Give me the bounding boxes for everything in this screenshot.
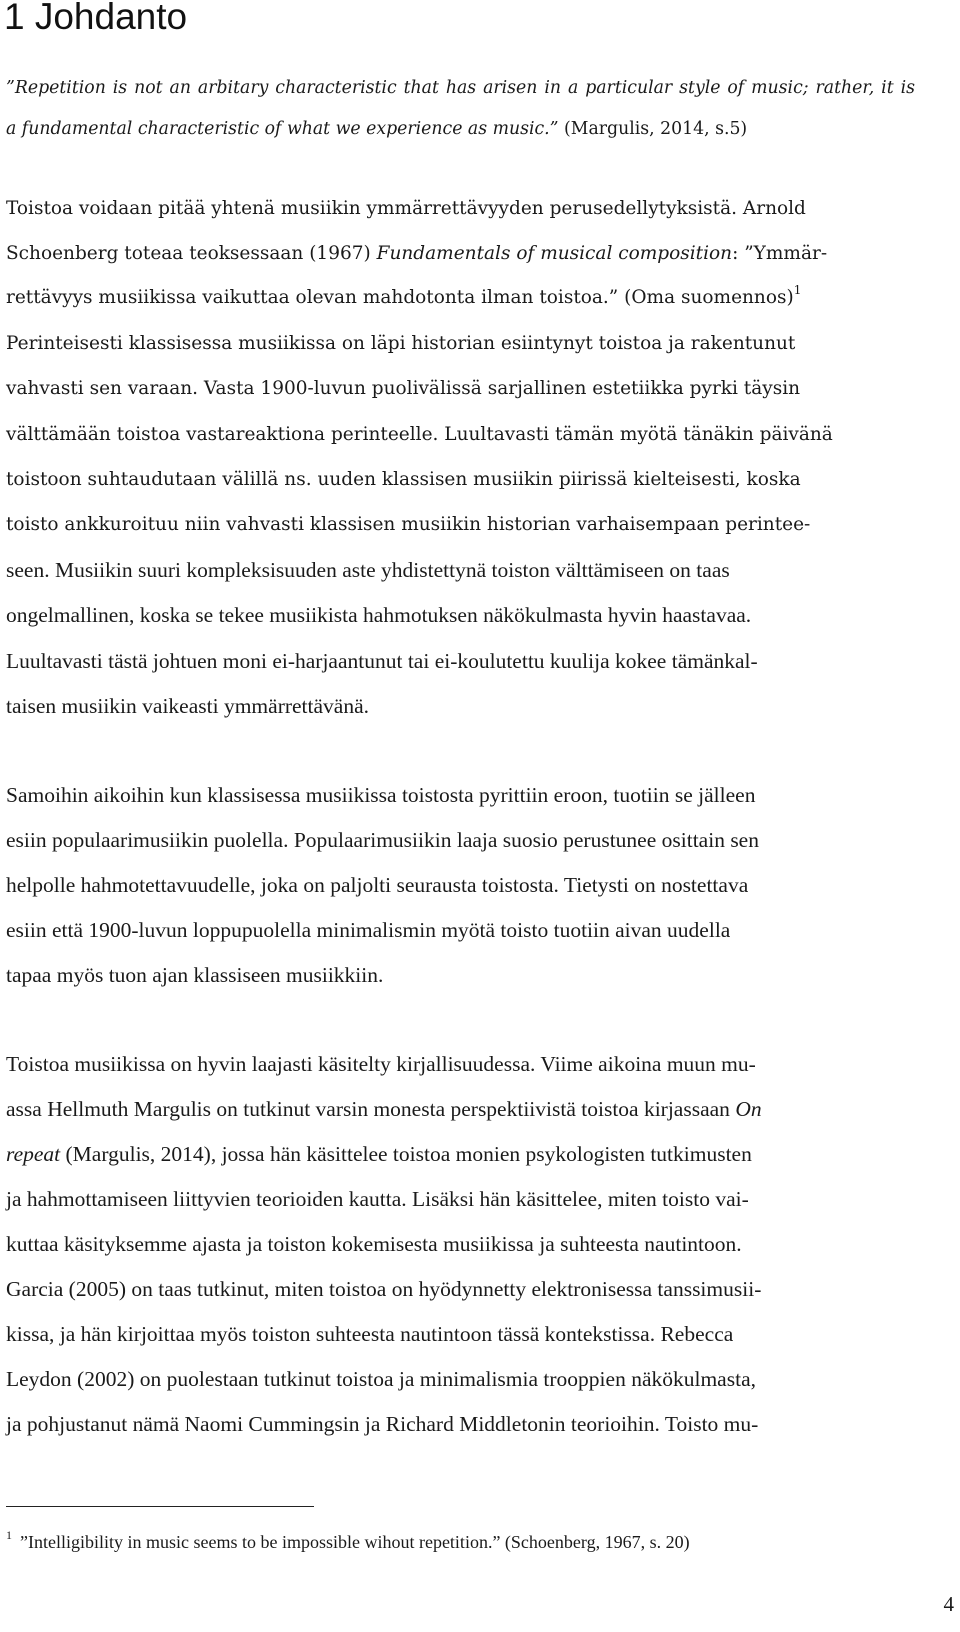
footnote-text: ”Intelligibility in music seems to be impossible wihout repetition.” (Schoenberg, 1967, s. 20) (20, 1532, 690, 1552)
p3-line-5: kuttaa käsityksemme ajasta ja toiston kokemisesta musiikissa ja suhteesta nautintoon. (6, 1232, 742, 1256)
p1-line-2-text: Schoenberg toteaa teoksessaan (1967) (6, 243, 377, 264)
p3-line-2-text: assa Hellmuth Margulis on tutkinut varsin monesta perspektiivistä toistoa kirjassaan (6, 1097, 736, 1121)
book-title-repeat: repeat (6, 1142, 61, 1166)
p1-line-10: ongelmallinen, koska se tekee musiikista hahmotuksen näkökulmasta hyvin haastavaa. (6, 603, 752, 627)
p3-line-4: ja hahmottamiseen liittyvien teorioiden kautta. Lisäksi hän käsittelee, miten toisto vai- (6, 1187, 749, 1211)
p1-line-2 (6, 240, 827, 268)
footnote (6, 1530, 690, 1554)
p1-line-12: taisen musiikin vaikeasti ymmärrettävänä. (6, 694, 370, 718)
book-title-fundamentals: Fundamentals of musical composition (376, 243, 733, 264)
footnote-separator (6, 1506, 314, 1507)
p3-line-8: Leydon (2002) on puolestaan tutkinut toistoa ja minimalismia trooppien näkökulmasta, (6, 1367, 756, 1391)
footnote-number: 1 (6, 1528, 12, 1542)
p2-line-5: tapaa myös tuon ajan klassiseen musiikkiin. (6, 963, 384, 987)
footnote-reference[interactable]: 1 (793, 283, 802, 297)
p1-line-11: Luultavasti tästä johtuen moni ei-harjaantunut tai ei-koulutettu kuulija kokee tämänkal- (6, 649, 758, 673)
book-title-on: On (735, 1097, 762, 1121)
p1-line-2-quote-start: : ”Ymmär- (732, 243, 828, 264)
p3-line-3-text: (Margulis, 2014), jossa hän käsittelee toistoa monien psykologisten tutkimusten (60, 1142, 752, 1166)
p3-line-6: Garcia (2005) on taas tutkinut, miten toistoa on hyödynnetty elektronisessa tanssimusii- (6, 1277, 762, 1301)
quote-citation: (Margulis, 2014, s.5) (558, 119, 748, 139)
p3-line-7: kissa, ja hän kirjoittaa myös toiston suhteesta nautintoon tässä kontekstissa. Rebecca (6, 1322, 734, 1346)
chapter-heading: 1 Johdanto (4, 0, 188, 37)
page-number: 4 (943, 1592, 954, 1616)
quote-line-2 (6, 114, 747, 143)
quote-text: a fundamental characteristic of what we experience as music.” (6, 119, 559, 139)
p1-line-3-text: rettävyys musiikissa vaikuttaa olevan mahdotonta ilman toistoa.” (6, 287, 619, 308)
p1-line-3 (6, 284, 801, 312)
p1-line-7: toistoon suhtaudutaan välillä ns. uuden klassisen musiikin piirissä kielteisesti, koska (6, 469, 801, 490)
p1-line-1: Toistoa voidaan pitää yhtenä musiikin ymmärrettävyyden perusedellytyksistä. Arnold (6, 198, 806, 219)
p3-line-2 (6, 1095, 762, 1123)
p2-line-4: esiin että 1900-luvun loppupuolella minimalismin myötä toisto tuotiin aivan uudella (6, 918, 731, 942)
p1-line-6: välttämään toistoa vastareaktiona perinteelle. Luultavasti tämän myötä tänäkin päivänä (6, 424, 833, 445)
quote-line-1: ”Repetition is not an arbitary characteristic that has arisen in a particular style of music; rather, it is (6, 78, 915, 98)
p1-line-9: seen. Musiikin suuri kompleksisuuden aste yhdistettynä toiston välttämiseen on taas (6, 558, 730, 582)
p3-line-9: ja pohjustanut nämä Naomi Cummingsin ja Richard Middletonin teorioihin. Toisto mu- (6, 1412, 759, 1436)
p1-line-8: toisto ankkuroituu niin vahvasti klassisen musiikin historian varhaisempaan perintee- (6, 514, 811, 535)
p3-line-1: Toistoa musiikissa on hyvin laajasti käsitelty kirjallisuudessa. Viime aikoina muun mu- (6, 1052, 756, 1076)
p1-line-5: vahvasti sen varaan. Vasta 1900-luvun puolivälissä sarjallinen estetiikka pyrki täysin (6, 378, 801, 399)
p2-line-1: Samoihin aikoihin kun klassisessa musiikissa toistosta pyrittiin eroon, tuotiin se jälleen (6, 783, 756, 807)
p1-line-4: Perinteisesti klassisessa musiikissa on läpi historian esiintynyt toistoa ja rakentunut (6, 333, 796, 354)
p2-line-3: helpolle hahmotettavuudelle, joka on paljolti seurausta toistosta. Tietysti on nostettava (6, 873, 749, 897)
p3-line-3 (6, 1140, 752, 1168)
p1-line-3-translation-note: (Oma suomennos) (618, 287, 794, 308)
p2-line-2: esiin populaarimusiikin puolella. Populaarimusiikin laaja suosio perustunee osittain sen (6, 828, 759, 852)
